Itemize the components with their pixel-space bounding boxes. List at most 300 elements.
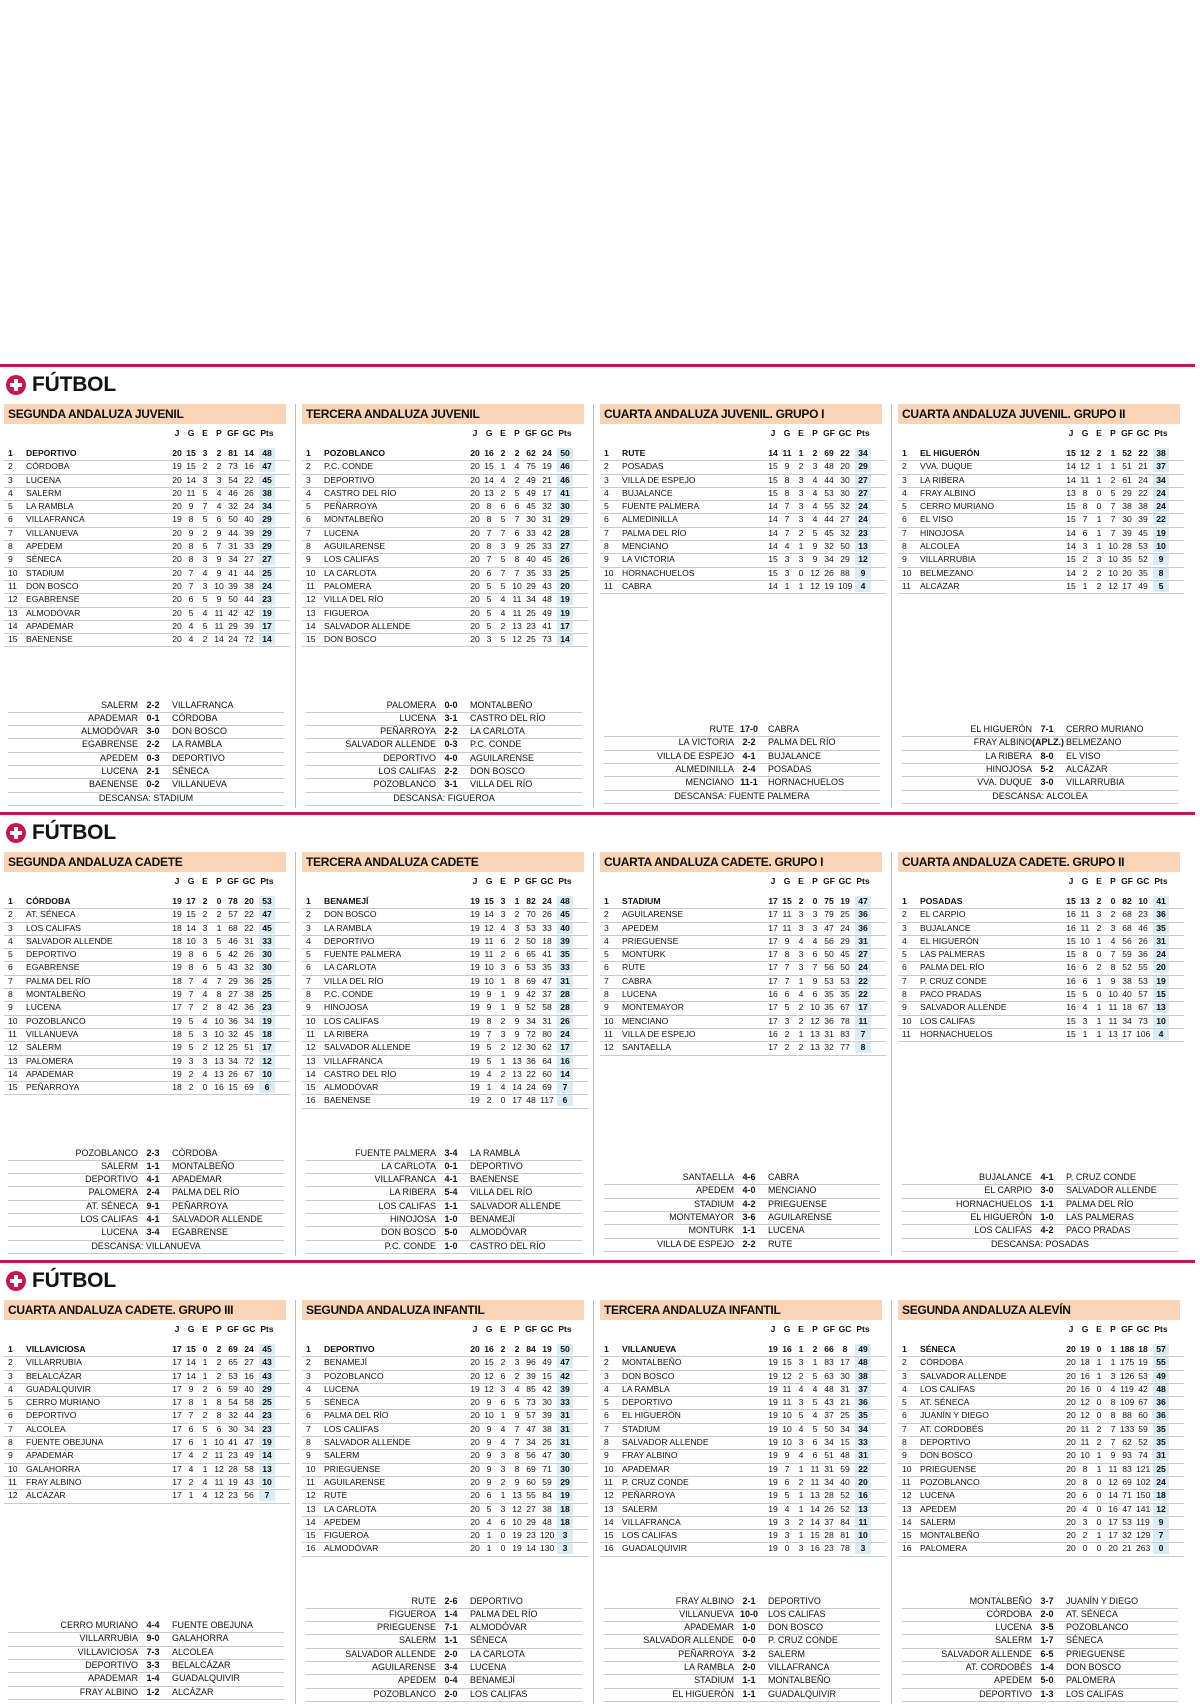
table-row	[600, 568, 886, 581]
row-stat: 20	[172, 580, 182, 591]
row-position: 7	[604, 527, 609, 538]
match-result	[902, 724, 1178, 737]
match-score: 1-0	[742, 1622, 756, 1633]
table-row	[4, 488, 290, 501]
row-stat: 88	[1122, 1410, 1132, 1421]
row-stat: 4	[202, 607, 208, 618]
column-header-p: P	[812, 1324, 818, 1334]
row-stat: 14	[1066, 567, 1076, 578]
row-stat: 2	[202, 634, 208, 645]
column-header-pts: Pts	[856, 1324, 870, 1334]
row-stat: 48	[840, 1450, 850, 1461]
row-stat: 19	[768, 1530, 778, 1541]
row-stat: 45	[840, 949, 850, 960]
row-stat: 35	[1138, 567, 1148, 578]
row-points: 10	[1153, 1016, 1169, 1027]
row-position: 12	[306, 1042, 316, 1053]
table-row	[4, 896, 290, 909]
row-position: 8	[604, 1437, 609, 1448]
row-stat: 47	[542, 1450, 552, 1461]
row-team: MONTALBEÑO	[622, 1357, 682, 1368]
row-team: LA RAMBLA	[622, 1383, 670, 1394]
row-stat: 15	[782, 1357, 792, 1368]
match-score: 9-1	[146, 1200, 160, 1211]
row-stat: 20	[172, 487, 182, 498]
row-points: 20	[557, 581, 573, 592]
home-team: SALVADOR ALLENDE	[941, 1648, 1032, 1659]
row-stat: 20	[1066, 1543, 1076, 1554]
row-team: PRIEGUENSE	[920, 1463, 977, 1474]
row-stat: 1	[1096, 975, 1102, 986]
league-panel	[302, 852, 588, 1256]
row-team: VILLA DE ESPEJO	[622, 474, 696, 485]
row-points: 17	[855, 1002, 871, 1013]
row-team: LA CARLOTA	[324, 567, 377, 578]
row-stat: 4	[188, 1450, 194, 1461]
row-team: LUCENA	[622, 989, 657, 1000]
row-team: RUTE	[622, 962, 646, 973]
row-stat: 5	[812, 527, 818, 538]
row-team: PALMA DEL RÍO	[26, 975, 91, 986]
row-stat: 3	[514, 922, 520, 933]
table-row	[898, 514, 1184, 527]
results-list	[604, 724, 880, 804]
row-stat: 59	[840, 1463, 850, 1474]
row-points: 27	[855, 949, 871, 960]
table-row	[898, 488, 1184, 501]
table-row	[600, 1384, 886, 1397]
home-team: EL CARPIO	[984, 1185, 1032, 1196]
table-row	[898, 1357, 1184, 1370]
column-header-g: G	[1081, 428, 1089, 438]
table-row	[898, 1530, 1184, 1543]
row-position: 13	[306, 1055, 316, 1066]
row-stat: 19	[768, 1543, 778, 1554]
row-stat: 14	[186, 1370, 196, 1381]
row-position: 4	[306, 487, 311, 498]
row-team: ALCOLEA	[920, 541, 960, 552]
row-stat: 23	[526, 620, 536, 631]
row-team: PALMA DEL RÍO	[920, 962, 985, 973]
row-stat: 4	[500, 607, 506, 618]
row-points: 46	[557, 475, 573, 486]
league-title: SEGUNDA ANDALUZA CADETE	[4, 852, 286, 872]
row-stat: 4	[486, 1068, 492, 1079]
row-points: 17	[557, 621, 573, 632]
away-team: DON BOSCO	[1066, 1662, 1122, 1673]
row-stat: 2	[798, 896, 804, 906]
row-points: 34	[1153, 475, 1169, 486]
row-points: 4	[1153, 1029, 1169, 1040]
results-list	[306, 1148, 582, 1254]
row-stat: 11	[1080, 1423, 1090, 1434]
match-score: 3-0	[1040, 1185, 1054, 1196]
row-stat: 7	[1110, 501, 1116, 512]
row-stat: 7	[784, 501, 790, 512]
home-team: BUJALANCE	[978, 1172, 1032, 1183]
row-stat: 0	[1096, 1344, 1102, 1354]
away-team: MONTALBEÑO	[768, 1675, 831, 1686]
match-result	[306, 1609, 582, 1622]
row-team: APADEMAR	[26, 1068, 74, 1079]
away-team: GUADALQUIVIR	[172, 1673, 241, 1684]
row-stat: 15	[186, 448, 196, 458]
row-stat: 43	[244, 1476, 254, 1487]
row-stat: 5	[514, 1397, 520, 1408]
home-team: HINOJOSA	[389, 1214, 436, 1225]
row-stat: 2	[514, 1370, 520, 1381]
home-team: HORNACHUELOS	[955, 1198, 1032, 1209]
row-stat: 6	[514, 527, 520, 538]
home-team: SALERM	[100, 699, 138, 710]
home-team: MONTALBEÑO	[969, 1595, 1032, 1606]
table-row	[4, 1477, 290, 1490]
table-row	[302, 1069, 588, 1082]
standings-table	[600, 896, 886, 1056]
row-stat: 3	[784, 567, 790, 578]
row-stat: 15	[1066, 448, 1076, 458]
row-stat: 8	[188, 514, 194, 525]
row-stat: 1	[798, 1490, 804, 1501]
table-row	[600, 949, 886, 962]
row-stat: 5	[486, 580, 492, 591]
standings-column-headers	[600, 876, 886, 890]
row-points: 48	[259, 448, 275, 459]
row-stat: 12	[1080, 1397, 1090, 1408]
row-stat: 17	[840, 1357, 850, 1368]
match-score: 4-1	[1040, 1172, 1054, 1183]
plus-icon	[6, 823, 26, 843]
row-stat: 2	[216, 1344, 222, 1354]
column-header-j: J	[174, 876, 180, 886]
results-list	[8, 1620, 284, 1700]
row-stat: 3	[798, 922, 804, 933]
home-team: RUTE	[709, 724, 734, 735]
row-stat: 1	[500, 1490, 506, 1501]
row-stat: 12	[810, 567, 820, 578]
row-stat: 15	[1066, 1015, 1076, 1026]
match-result	[902, 1609, 1178, 1622]
match-score: 5-0	[444, 1227, 458, 1238]
row-stat: 6	[812, 989, 818, 1000]
row-stat: 9	[486, 1002, 492, 1013]
away-team: LA CARLOTA	[470, 726, 525, 737]
row-position: 2	[604, 461, 609, 472]
row-stat: 19	[172, 989, 182, 1000]
row-position: 10	[306, 567, 316, 578]
row-stat: 120	[540, 1530, 555, 1541]
row-stat: 20	[172, 474, 182, 485]
row-stat: 7	[188, 975, 194, 986]
table-row	[4, 1450, 290, 1463]
section-futbol-3	[0, 1260, 1200, 1708]
row-stat: 27	[526, 1503, 536, 1514]
match-result	[604, 1622, 880, 1635]
row-stat: 20	[1066, 1463, 1076, 1474]
column-header-e: E	[798, 428, 804, 438]
column-header-e: E	[202, 1324, 208, 1334]
row-stat: 16	[1066, 962, 1076, 973]
row-stat: 12	[214, 1463, 224, 1474]
home-team: SALERM	[994, 1635, 1032, 1646]
row-points: 16	[557, 1056, 573, 1067]
match-score: 0-2	[146, 779, 160, 790]
row-stat: 33	[542, 567, 552, 578]
row-stat: 17	[512, 1095, 522, 1106]
away-team: VILLAFRANCA	[768, 1662, 830, 1673]
row-stat: 34	[824, 1476, 834, 1487]
league-panel	[302, 1300, 588, 1704]
row-team: LA RAMBLA	[324, 922, 372, 933]
league-panel	[302, 404, 588, 808]
row-stat: 53	[840, 975, 850, 986]
row-stat: 41	[228, 1437, 238, 1448]
row-points: 26	[557, 554, 573, 565]
row-position: 6	[8, 1410, 13, 1421]
row-points: 27	[855, 488, 871, 499]
row-stat: 18	[1122, 1002, 1132, 1013]
row-stat: 51	[1122, 461, 1132, 472]
row-team: AGUILARENSE	[324, 541, 386, 552]
row-stat: 8	[514, 1463, 520, 1474]
row-team: STADIUM	[622, 896, 661, 906]
row-stat: 6	[1082, 962, 1088, 973]
row-stat: 19	[470, 1383, 480, 1394]
row-stat: 2	[1096, 896, 1102, 906]
row-stat: 20	[470, 594, 480, 605]
table-row	[302, 554, 588, 567]
row-stat: 36	[526, 1055, 536, 1066]
row-position: 4	[8, 1383, 13, 1394]
table-row	[302, 976, 588, 989]
row-stat: 42	[542, 1383, 552, 1394]
row-stat: 10	[810, 1002, 820, 1013]
table-row	[302, 1490, 588, 1503]
row-points: 14	[557, 634, 573, 645]
row-stat: 121	[1136, 1463, 1151, 1474]
row-stat: 20	[470, 607, 480, 618]
away-team: LUCENA	[768, 1225, 805, 1236]
row-stat: 7	[216, 975, 222, 986]
table-row	[4, 1397, 290, 1410]
row-points: 39	[557, 1384, 573, 1395]
match-result	[8, 739, 284, 752]
row-stat: 8	[188, 1397, 194, 1408]
row-points: 18	[557, 1517, 573, 1528]
row-stat: 44	[824, 474, 834, 485]
row-points: 7	[259, 1490, 275, 1501]
row-stat: 1	[1110, 448, 1116, 458]
row-stat: 36	[244, 975, 254, 986]
standings-table	[302, 448, 588, 647]
row-stat: 188	[1120, 1344, 1135, 1354]
match-score: 6-5	[1040, 1648, 1054, 1659]
row-stat: 13	[1108, 1028, 1118, 1039]
row-points: 28	[557, 528, 573, 539]
match-result	[306, 1227, 582, 1240]
row-points: 7	[855, 1029, 871, 1040]
column-header-g: G	[783, 1324, 791, 1334]
row-stat: 2	[202, 1450, 208, 1461]
table-row	[600, 962, 886, 975]
row-team: RUTE	[324, 1490, 348, 1501]
row-stat: 19	[470, 1055, 480, 1066]
row-stat: 67	[1138, 1002, 1148, 1013]
row-stat: 13	[214, 1068, 224, 1079]
column-header-gf: GF	[823, 428, 835, 438]
row-stat: 4	[500, 1437, 506, 1448]
row-stat: 81	[228, 448, 238, 458]
row-stat: 6	[514, 949, 520, 960]
row-points: 48	[855, 1357, 871, 1368]
table-row	[600, 1016, 886, 1029]
row-points: 31	[1153, 1450, 1169, 1461]
row-points: 27	[855, 475, 871, 486]
row-stat: 1	[1082, 580, 1088, 591]
row-team: MENCIANO	[622, 541, 669, 552]
match-score: 1-4	[1040, 1662, 1054, 1673]
row-stat: 4	[500, 922, 506, 933]
match-score: 3-0	[146, 726, 160, 737]
row-stat: 73	[228, 461, 238, 472]
row-position: 6	[306, 962, 311, 973]
match-score: 3-1	[444, 779, 458, 790]
row-stat: 15	[186, 461, 196, 472]
home-team: LA RIBERA	[985, 750, 1032, 761]
column-header-gc: GC	[838, 428, 852, 438]
row-stat: 47	[244, 1437, 254, 1448]
row-stat: 0	[1096, 1397, 1102, 1408]
section-futbol-2	[0, 812, 1200, 1260]
row-stat: 9	[486, 1476, 492, 1487]
rest-note: DESCANSA: POSADAS	[902, 1239, 1178, 1252]
column-header-pts: Pts	[558, 1324, 572, 1334]
column-header-gf: GF	[227, 1324, 239, 1334]
row-team: LOS CALIFAS	[324, 554, 379, 565]
row-points: 3	[855, 1543, 871, 1554]
row-points: 12	[855, 554, 871, 565]
row-position: 9	[604, 1450, 609, 1461]
row-points: 47	[557, 1357, 573, 1368]
row-stat: 11	[214, 620, 224, 631]
match-score: 11-1	[740, 777, 758, 788]
column-header-j: J	[174, 428, 180, 438]
row-team: CABRA	[622, 580, 652, 591]
match-result	[902, 1622, 1178, 1635]
row-points: 18	[1153, 1490, 1169, 1501]
row-stat: 53	[1122, 1516, 1132, 1527]
row-stat: 83	[840, 1028, 850, 1039]
row-stat: 2	[514, 935, 520, 946]
row-points: 42	[557, 1371, 573, 1382]
table-row	[4, 1384, 290, 1397]
away-team: PALMA DEL RÍO	[768, 737, 836, 748]
row-stat: 59	[542, 1476, 552, 1487]
row-stat: 19	[470, 1082, 480, 1093]
row-stat: 7	[500, 527, 506, 538]
row-stat: 11	[186, 487, 196, 498]
row-position: 13	[8, 607, 18, 618]
table-row	[600, 541, 886, 554]
row-position: 5	[604, 1397, 609, 1408]
row-points: 49	[855, 1344, 871, 1355]
row-position: 6	[306, 1410, 311, 1421]
row-stat: 30	[228, 1423, 238, 1434]
row-stat: 46	[1138, 922, 1148, 933]
row-stat: 4	[188, 1463, 194, 1474]
row-stat: 15	[768, 461, 778, 472]
row-stat: 42	[228, 949, 238, 960]
home-team: LUCENA	[995, 1622, 1032, 1633]
away-team: APADEMAR	[172, 1174, 222, 1185]
away-team: GUADALQUIVIR	[768, 1688, 837, 1699]
row-position: 8	[8, 1437, 13, 1448]
match-score: 0-0	[742, 1635, 756, 1646]
row-stat: 14	[768, 527, 778, 538]
row-stat: 0	[798, 567, 804, 578]
column-header-e: E	[798, 876, 804, 886]
row-stat: 26	[824, 567, 834, 578]
row-stat: 20	[470, 554, 480, 565]
away-team: DEPORTIVO	[768, 1595, 821, 1606]
table-row	[4, 608, 290, 621]
row-stat: 26	[824, 1503, 834, 1514]
row-team: BAENENSE	[324, 1095, 371, 1106]
column-header-e: E	[1096, 876, 1102, 886]
row-stat: 52	[1122, 962, 1132, 973]
row-points: 15	[1153, 989, 1169, 1000]
match-score: 0-0	[444, 699, 458, 710]
row-stat: 0	[500, 1095, 506, 1106]
row-stat: 3	[798, 1357, 804, 1368]
row-stat: 4	[202, 1015, 208, 1026]
row-position: 1	[902, 448, 907, 458]
row-stat: 14	[186, 1357, 196, 1368]
row-stat: 7	[486, 527, 492, 538]
home-team: RUTE	[411, 1595, 436, 1606]
row-stat: 50	[840, 962, 850, 973]
row-stat: 7	[1110, 1437, 1116, 1448]
row-stat: 14	[1108, 1490, 1118, 1501]
match-result	[604, 1199, 880, 1212]
row-stat: 49	[1138, 580, 1148, 591]
row-team: APADEMAR	[622, 1463, 670, 1474]
away-team: AT. SÉNECA	[1066, 1608, 1118, 1619]
row-stat: 32	[228, 1028, 238, 1039]
row-stat: 20	[470, 461, 480, 472]
row-position: 2	[306, 1357, 311, 1368]
row-stat: 62	[526, 448, 536, 458]
table-row	[898, 936, 1184, 949]
row-stat: 4	[1082, 1503, 1088, 1514]
table-row	[898, 1384, 1184, 1397]
row-position: 2	[8, 1357, 13, 1368]
row-stat: 12	[484, 922, 494, 933]
row-stat: 10	[1108, 554, 1118, 565]
row-team: VILLA DE ESPEJO	[622, 1028, 696, 1039]
row-stat: 1	[1110, 461, 1116, 472]
row-stat: 85	[526, 1383, 536, 1394]
row-position: 15	[902, 1530, 912, 1541]
table-row	[4, 1464, 290, 1477]
table-row	[898, 461, 1184, 474]
column-header-pts: Pts	[558, 876, 572, 886]
match-result	[306, 1174, 582, 1187]
row-stat: 8	[188, 554, 194, 565]
row-points: 35	[1153, 1424, 1169, 1435]
table-row	[302, 1397, 588, 1410]
table-row	[302, 1371, 588, 1384]
